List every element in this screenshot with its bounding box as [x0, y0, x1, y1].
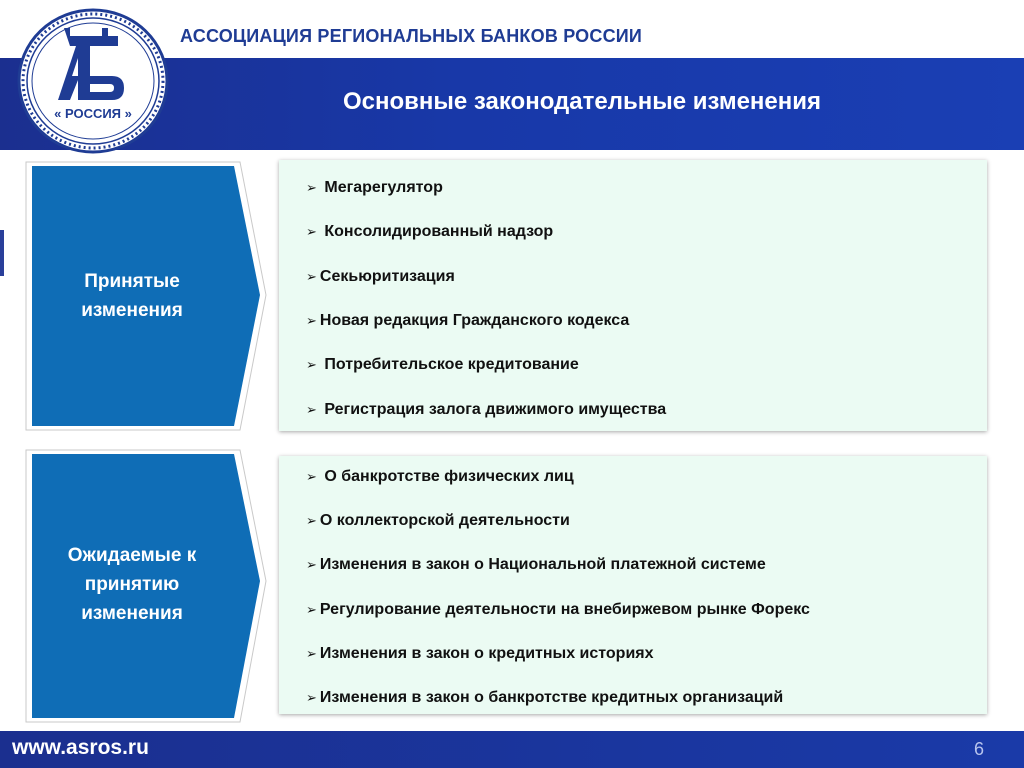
arrow-bullet-icon: ➢: [306, 469, 317, 484]
arrow-bullet-icon: ➢: [306, 180, 317, 195]
list-item: ➢ Мегарегулятор: [306, 179, 443, 196]
list-item: ➢ О банкротстве физических лиц: [306, 468, 574, 485]
page-title: Основные законодательные изменения: [342, 88, 822, 115]
section-accepted-chevron: [24, 158, 270, 436]
list-item: ➢ Изменения в закон о Национальной платежной системе: [306, 556, 766, 573]
accepted-changes-list: [279, 160, 987, 431]
arrow-bullet-icon: ➢: [306, 513, 317, 528]
arrow-bullet-icon: ➢: [306, 602, 317, 617]
arrow-bullet-icon: ➢: [306, 557, 317, 572]
arrow-bullet-icon: ➢: [306, 224, 317, 239]
expected-changes-list: [279, 456, 987, 714]
label-line: принятию: [84, 574, 180, 595]
section-accepted-label: [32, 267, 232, 325]
arrow-bullet-icon: ➢: [306, 402, 317, 417]
list-item: ➢ Консолидированный надзор: [306, 223, 554, 240]
list-item: ➢ Новая редакция Гражданского кодекса: [306, 312, 630, 329]
left-edge-marker: [0, 230, 4, 276]
list-item: ➢ Изменения в закон о банкротстве кредитных организаций: [306, 689, 784, 706]
label-line: изменения: [81, 300, 183, 321]
arrow-bullet-icon: ➢: [306, 357, 317, 372]
arrow-bullet-icon: ➢: [306, 269, 317, 284]
list-item: ➢ Регулирование деятельности на внебиржевом рынке Форекс: [306, 601, 810, 618]
footer-bar: [0, 731, 1024, 768]
list-item: ➢ Изменения в закон о кредитных историях: [306, 645, 654, 662]
arrow-bullet-icon: ➢: [306, 646, 317, 661]
section-expected-label: [32, 541, 232, 628]
label-line: изменения: [81, 603, 183, 624]
label-line: Принятые: [84, 271, 180, 292]
arrow-bullet-icon: ➢: [306, 690, 317, 705]
association-logo: [14, 6, 172, 156]
page-number: 6: [974, 739, 985, 759]
list-item: ➢ Регистрация залога движимого имущества: [306, 401, 667, 418]
list-item: ➢ О коллекторской деятельности: [306, 512, 570, 529]
footer-url-link[interactable]: www.asros.ru: [12, 736, 149, 759]
logo-text: « РОССИЯ »: [54, 106, 132, 121]
list-item: ➢ Потребительское кредитование: [306, 356, 579, 373]
section-expected-chevron: [24, 448, 270, 726]
list-item: ➢ Секьюритизация: [306, 268, 455, 285]
arrow-bullet-icon: ➢: [306, 313, 317, 328]
organization-name: АССОЦИАЦИЯ РЕГИОНАЛЬНЫХ БАНКОВ РОССИИ: [180, 26, 643, 46]
label-line: Ожидаемые к: [67, 545, 197, 566]
